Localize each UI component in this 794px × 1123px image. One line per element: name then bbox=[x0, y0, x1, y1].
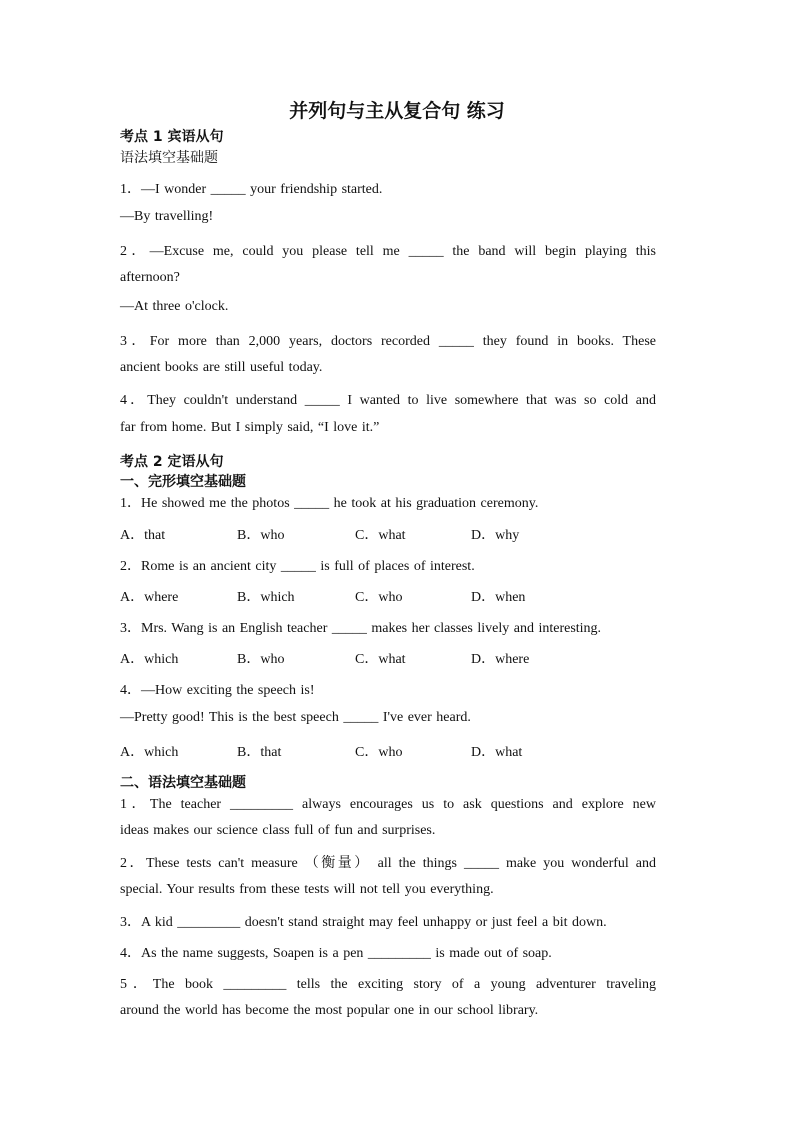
subheading-grammar-fill-2: 二、语法填空基础题 bbox=[120, 775, 246, 791]
question-1-line: 1．—I wonder _____ your friendship started. bbox=[120, 182, 383, 197]
mc-question-2-option-d: D．when bbox=[471, 590, 526, 605]
subheading-cloze: 一、完形填空基础题 bbox=[120, 474, 246, 490]
mc-question-4-option-d: D．what bbox=[471, 745, 523, 760]
mc-question-1-option-d: D．why bbox=[471, 528, 520, 543]
mc-question-1-option-c: C．what bbox=[355, 528, 406, 543]
mc-question-3-option-d: D．where bbox=[471, 652, 530, 667]
question-2-line: 2．—Excuse me, could you please tell me _____ the band will begin playing this bbox=[120, 244, 656, 259]
mc-question-3-option-b: B．who bbox=[237, 652, 285, 667]
mc-question-4-stem-line-2: —Pretty good! This is the best speech _____ I've ever heard. bbox=[120, 710, 471, 725]
question-1-answer-line: —By travelling! bbox=[120, 209, 214, 224]
question-2-answer-line: —At three o'clock. bbox=[120, 299, 229, 314]
mc-question-4-option-a: A．which bbox=[120, 745, 179, 760]
question-3-continuation: ancient books are still useful today. bbox=[120, 360, 323, 375]
question-4-line: 4．They couldn't understand _____ I wanted to live somewhere that was so cold and bbox=[120, 393, 656, 408]
section-heading-attributive-clause: 考点 2 定语从句 bbox=[120, 454, 224, 470]
fill-question-4-line: 4．As the name suggests, Soapen is a pen _________ is made out of soap. bbox=[120, 946, 552, 961]
mc-question-3-stem: 3．Mrs. Wang is an English teacher _____ makes her classes lively and interesting. bbox=[120, 621, 602, 636]
question-3-line: 3．For more than 2,000 years, doctors recorded _____ they found in books. These bbox=[120, 334, 656, 349]
subheading-grammar-fill: 语法填空基础题 bbox=[120, 150, 218, 166]
mc-question-4-option-b: B．that bbox=[237, 745, 282, 760]
mc-question-1-option-b: B．who bbox=[237, 528, 285, 543]
fill-question-1-line: 1．The teacher _________ always encourages us to ask questions and explore new bbox=[120, 797, 656, 812]
mc-question-1-option-a: A．that bbox=[120, 528, 166, 543]
question-2-continuation: afternoon? bbox=[120, 270, 180, 285]
fill-question-2-continuation: special. Your results from these tests will not tell you everything. bbox=[120, 882, 494, 897]
fill-question-1-continuation: ideas makes our science class full of fun and surprises. bbox=[120, 823, 436, 838]
mc-question-2-option-a: A．where bbox=[120, 590, 179, 605]
fill-question-3-line: 3．A kid _________ doesn't stand straight may feel unhappy or just feel a bit down. bbox=[120, 915, 607, 930]
page-title: 并列句与主从复合句 练习 bbox=[289, 100, 505, 122]
mc-question-2-option-b: B．which bbox=[237, 590, 295, 605]
fill-question-5-line: 5．The book _________ tells the exciting story of a young adventurer traveling bbox=[120, 977, 656, 992]
fill-question-5-continuation: around the world has become the most popular one in our school library. bbox=[120, 1003, 539, 1018]
mc-question-4-stem: 4．—How exciting the speech is! bbox=[120, 683, 315, 698]
mc-question-2-option-c: C．who bbox=[355, 590, 403, 605]
mc-question-3-option-c: C．what bbox=[355, 652, 406, 667]
mc-question-4-option-c: C．who bbox=[355, 745, 403, 760]
fill-question-2-line: 2．These tests can't measure （衡量） all the things _____ make you wonderful and bbox=[120, 856, 656, 871]
section-heading-object-clause: 考点 1 宾语从句 bbox=[120, 129, 224, 145]
mc-question-3-option-a: A．which bbox=[120, 652, 179, 667]
question-4-continuation: far from home. But I simply said, “I love it.” bbox=[120, 420, 380, 435]
mc-question-1-stem: 1．He showed me the photos _____ he took at his graduation ceremony. bbox=[120, 496, 539, 511]
mc-question-2-stem: 2．Rome is an ancient city _____ is full of places of interest. bbox=[120, 559, 475, 574]
